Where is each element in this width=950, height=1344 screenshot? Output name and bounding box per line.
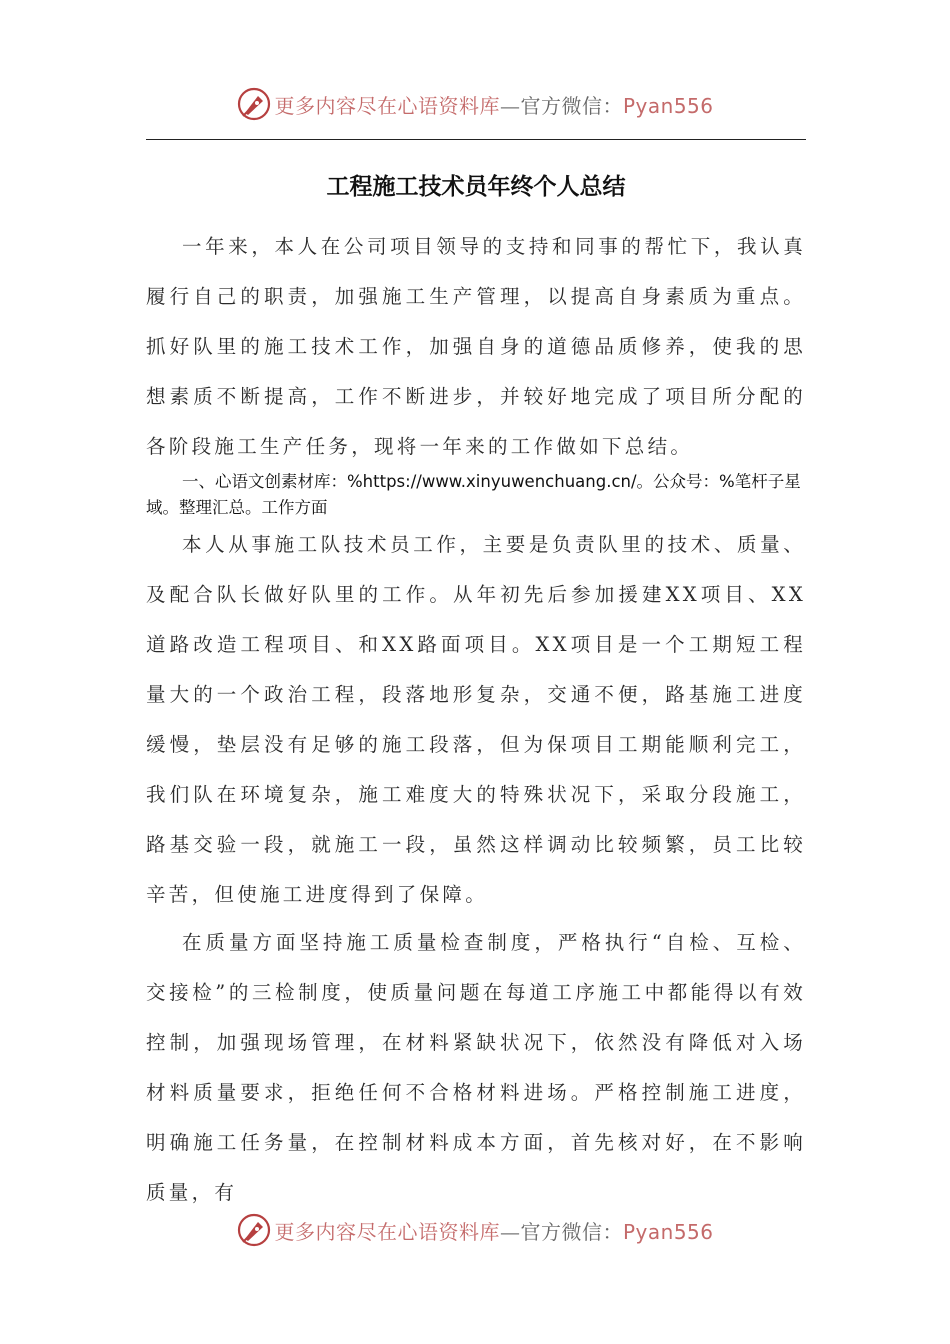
banner-separator: — <box>499 1219 521 1244</box>
banner-wechat-id: Pyan556 <box>622 93 714 118</box>
header-divider <box>146 139 806 140</box>
paragraph-quality: 在质量方面坚持施工质量检查制度，严格执行“自检、互检、交接检”的三检制度，使质量问题在每道工序施工中都能得以有效控制，加强现场管理，在材料紧缺状况下，依然没有降低对入场材料质量要求，拒绝任何不合格材料进场。严格控制施工进度，明确施工任务量，在控制材料成本方面，首先核对好，在不影响质量，有 <box>146 931 806 1204</box>
pen-nib-logo-icon <box>236 86 272 122</box>
footer-banner <box>0 1210 950 1250</box>
paragraph-work: 本人从事施工队技术员工作，主要是负责队里的技术、质量、及配合队长做好队里的工作。从年初先后参加援建XX项目、XX道路改造工程项目、和XX路面项目。XX项目是一个工期短工程量大的一个政治工程，段落地形复杂，交通不便，路基施工进度缓慢，垫层没有足够的施工段落，但为保项目工期能顺利完工，我们队在环境复杂，施工难度大的特殊状况下，采取分段施工，路基交验一段，就施工一段，虽然这样调动比较频繁，员工比较辛苦，但使施工进度得到了保障。 <box>146 533 806 906</box>
document-title: 工程施工技术员年终个人总结 <box>326 174 626 200</box>
banner-text <box>274 90 713 119</box>
header-banner <box>0 84 950 124</box>
banner-main-text: 更多内容尽在心语资料库 <box>274 1219 500 1244</box>
banner-official-label: 官方微信： <box>520 93 623 118</box>
banner-text <box>274 1216 713 1245</box>
section-heading: 一、心语文创素材库：%https://www.xinyuwenchuang.cn/。公众号：%笔杆子星域。整理汇总。工作方面 <box>146 472 801 517</box>
paragraph-intro: 一年来，本人在公司项目领导的支持和同事的帮忙下，我认真履行自己的职责，加强施工生产管理，以提高自身素质为重点。抓好队里的施工技术工作，加强自身的道德品质修养，使我的思想素质不断提高，工作不断进步，并较好地完成了项目所分配的各阶段施工生产任务，现将一年来的工作做如下总结。 <box>146 235 806 458</box>
banner-separator: — <box>499 93 521 118</box>
banner-main-text: 更多内容尽在心语资料库 <box>274 93 500 118</box>
banner-official-label: 官方微信： <box>520 1219 623 1244</box>
pen-nib-logo-icon <box>236 1212 272 1248</box>
banner-wechat-id: Pyan556 <box>622 1219 714 1244</box>
